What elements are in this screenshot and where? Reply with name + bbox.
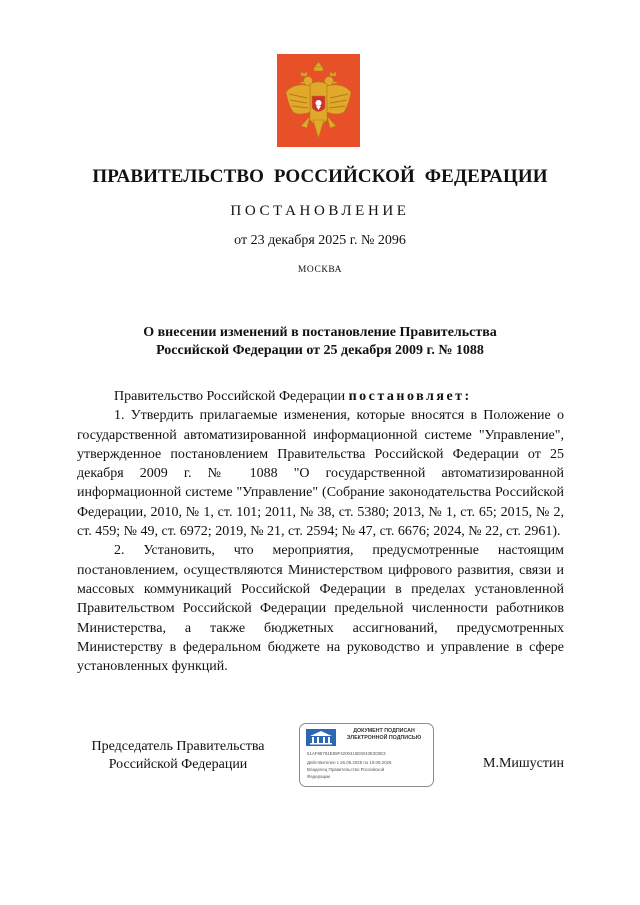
- document-city: МОСКВА: [297, 265, 343, 275]
- coat-of-arms-icon: [277, 54, 360, 147]
- intro-text: Правительство Российской Федерации: [114, 389, 349, 404]
- stamp-title-line-2: ЭЛЕКТРОННОЙ ПОДПИСЬЮ: [346, 735, 422, 741]
- document-body: [77, 387, 564, 676]
- stamp-owner-line-1: Владелец Правительство Российской: [307, 767, 385, 772]
- paragraph-2: 2. Установить, что мероприятия, предусмотренные настоящим постановлением, осуществляются Министерством цифрового развития, связи и массовых коммуникаций Российской Федерации в пределах установленной Правительством Российской Федерации предельной численности работников Министерства, а также бюджетных ассигнований, предусмотренных Министерству в федеральном бюджете на руководство и управление в сфере установленных функций.: [77, 543, 564, 675]
- stamp-certificate: 51AF88781E89F4200415E5043E303E3: [307, 751, 386, 756]
- electronic-signature-stamp: [299, 723, 434, 787]
- decree-word: постановляет:: [348, 389, 472, 404]
- subject-line-2: Российской Федерации от 25 декабря 2009 г. № 1088: [156, 343, 484, 358]
- subject-line-1: О внесении изменений в постановление Правительства: [143, 325, 497, 340]
- government-title: ПРАВИТЕЛЬСТВО РОССИЙСКОЙ ФЕДЕРАЦИИ: [92, 166, 548, 187]
- government-building-icon: [306, 729, 336, 746]
- stamp-title: [338, 728, 430, 742]
- document-date-number: от 23 декабря 2025 г. № 2096: [234, 233, 406, 248]
- paragraph-1: 1. Утвердить прилагаемые изменения, которые вносятся в Положение о государственной автоматизированной информационной системе "Управление", утвержденное постановлением Правительства Российской Федерации от 25 декабря 2009 г. № 1088 "О государственной автоматизированной информационной системе "Управление" (Собрание законодательства Российской Федерации, 2010, № 1, ст. 101; 2011, № 38, ст. 5380; 2013, № 1, ст. 65; 2015, № 2, ст. 459; № 49, ст. 6972; 2019, № 21, ст. 2594; № 47, ст. 6676; 2024, № 22, ст. 2961).: [77, 408, 564, 540]
- signer-position-line-1: Председатель Правительства: [91, 739, 265, 754]
- stamp-validity: Действителен с 26.06.2025 по 19.09.2026: [307, 760, 392, 765]
- stamp-owner-line-2: Федерации: [307, 774, 330, 779]
- signer-position-line-2: Российской Федерации: [108, 757, 248, 772]
- signer-name: М.Мишустин: [483, 756, 564, 771]
- intro-paragraph: [77, 387, 564, 406]
- document-subject: [100, 324, 540, 360]
- document-type: ПОСТАНОВЛЕНИЕ: [230, 203, 410, 219]
- stamp-title-line-1: ДОКУМЕНТ ПОДПИСАН: [353, 728, 415, 734]
- signer-position: [78, 738, 278, 774]
